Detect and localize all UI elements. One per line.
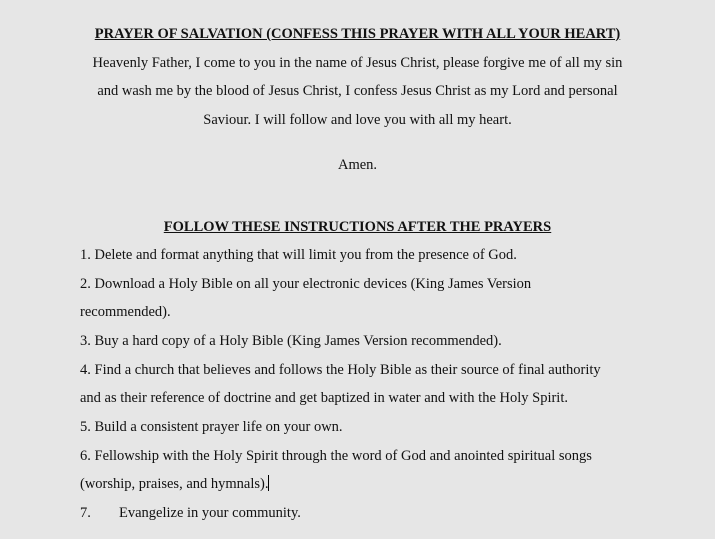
prayer-line: Saviour. I will follow and love you with all my heart. <box>203 112 512 128</box>
instruction-line: 4. Find a church that believes and follows the Holy Bible as their source of final authority <box>80 362 601 378</box>
instruction-line: 6. Fellowship with the Holy Spirit through the word of God and anointed spiritual songs <box>80 448 592 464</box>
item-text: Evangelize in your community. <box>119 505 301 521</box>
instruction-line: recommended). <box>80 304 171 320</box>
instruction-line: 3. Buy a hard copy of a Holy Bible (King James Version recommended). <box>80 333 502 349</box>
instruction-item-7 <box>80 503 301 523</box>
prayer-heading: PRAYER OF SALVATION (CONFESS THIS PRAYER WITH ALL YOUR HEART) <box>94 26 621 42</box>
instruction-line: and as their reference of doctrine and get baptized in water and with the Holy Spirit. <box>80 390 568 406</box>
text-cursor <box>268 475 269 491</box>
instruction-line-with-cursor <box>80 474 269 494</box>
prayer-line: Heavenly Father, I come to you in the name of Jesus Christ, please forgive me of all my sin <box>92 55 623 71</box>
instructions-heading: FOLLOW THESE INSTRUCTIONS AFTER THE PRAYERS <box>163 219 552 235</box>
item-number: 7. <box>80 505 91 521</box>
amen-text: Amen. <box>337 157 378 173</box>
instruction-line: (worship, praises, and hymnals). <box>80 476 269 492</box>
instruction-line: 5. Build a consistent prayer life on your own. <box>80 419 343 435</box>
instruction-line: 1. Delete and format anything that will limit you from the presence of God. <box>80 247 517 263</box>
instruction-line: 2. Download a Holy Bible on all your electronic devices (King James Version <box>80 276 532 292</box>
prayer-line: and wash me by the blood of Jesus Christ, I confess Jesus Christ as my Lord and personal <box>97 83 618 99</box>
